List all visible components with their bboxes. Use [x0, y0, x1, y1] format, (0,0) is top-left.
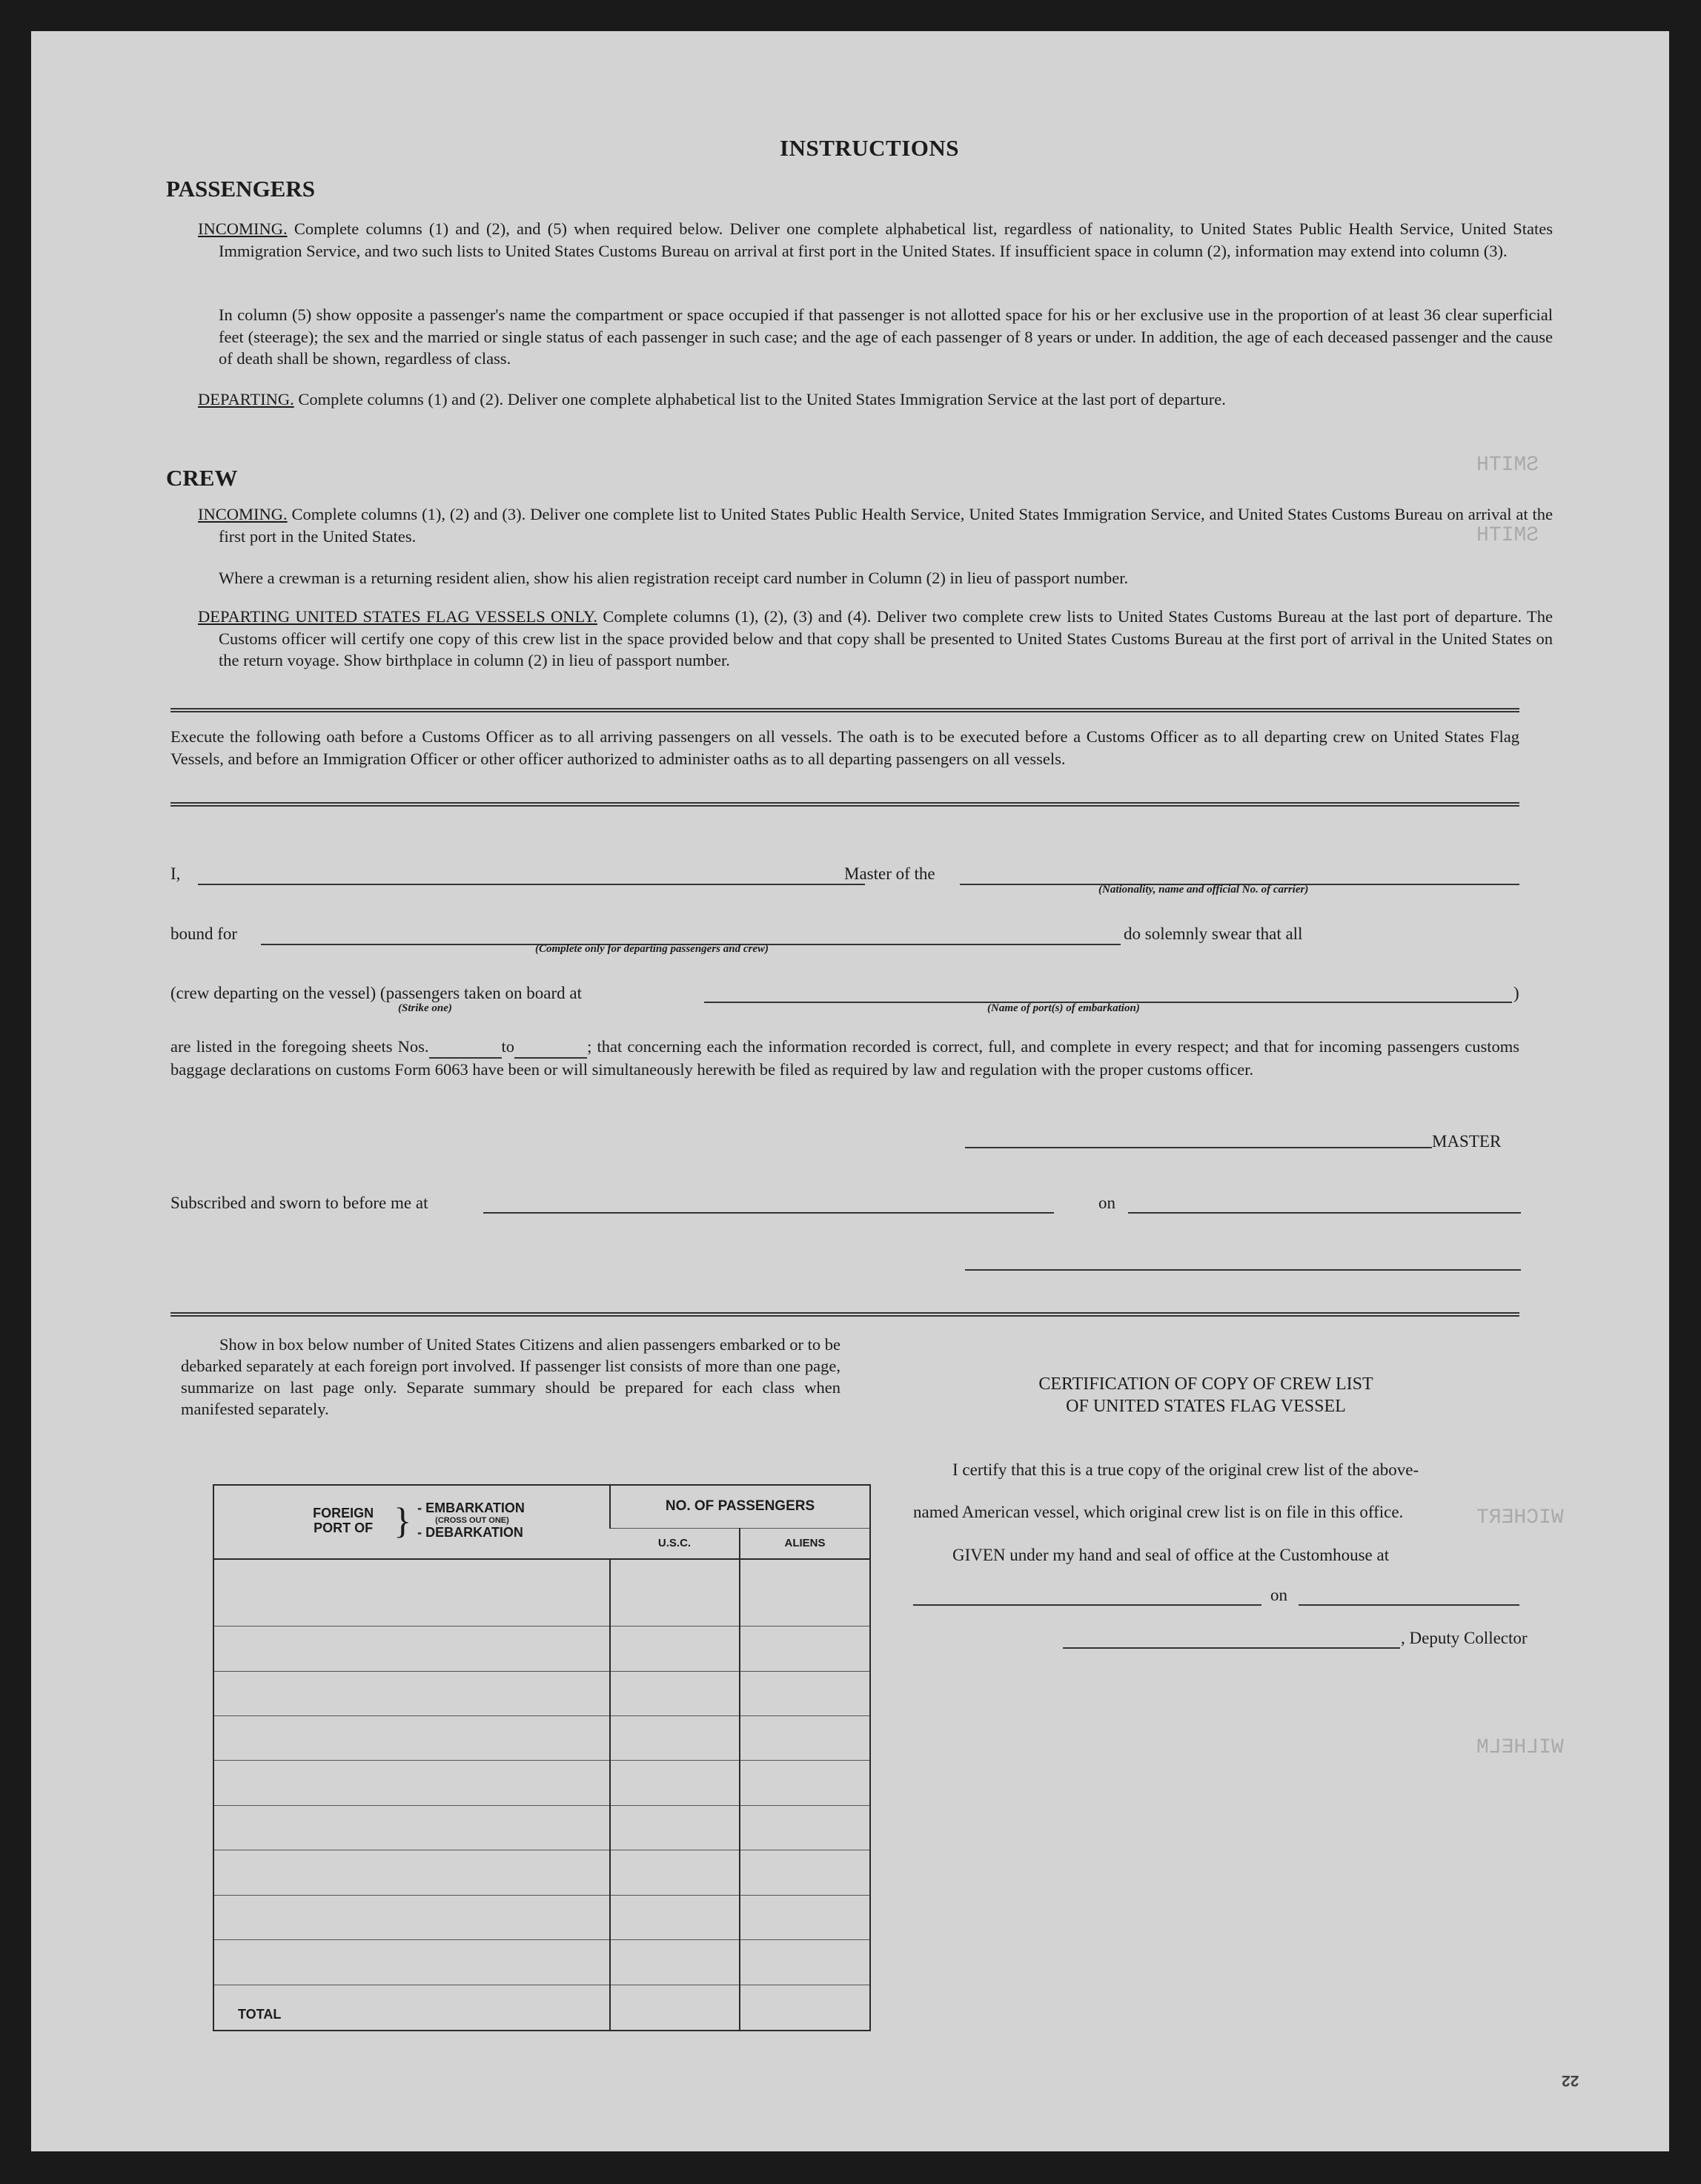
foreign-port-header	[213, 1485, 610, 1559]
close-paren: )	[1513, 984, 1519, 1002]
table-row	[213, 1850, 870, 1895]
given-line: GIVEN under my hand and seal of office at the Customhouse at	[952, 1546, 1390, 1564]
bleed-through-mark: WICHERT	[1476, 1506, 1564, 1529]
certification-title-line-1: CERTIFICATION OF COPY OF CREW LIST	[1038, 1374, 1373, 1394]
aliens-cell[interactable]	[740, 1895, 870, 1939]
brace: }	[394, 1500, 412, 1541]
certify-line-1: I certify that this is a true copy of the original crew list of the above-	[952, 1460, 1419, 1479]
sheet-to-field[interactable]	[514, 1036, 587, 1059]
certification-on-label: on	[1270, 1586, 1287, 1604]
section-divider	[170, 1312, 1519, 1317]
page-number: 22	[1562, 2072, 1579, 2089]
listed-paragraph	[170, 1036, 1519, 1080]
sworn-date-field[interactable]	[1128, 1212, 1521, 1214]
usc-cell[interactable]	[610, 1939, 740, 1985]
certify-line-2: named American vessel, which original crew list is on file in this office.	[913, 1503, 1404, 1521]
port-cell[interactable]	[213, 1805, 610, 1850]
foreign-port-label: FOREIGN PORT OF	[313, 1506, 374, 1535]
master-label: MASTER	[1432, 1132, 1502, 1151]
complete-only-caption: (Complete only for departing passengers and crew)	[535, 943, 769, 955]
subscribed-label: Subscribed and sworn to before me at	[170, 1194, 428, 1212]
port-cell[interactable]	[213, 1627, 610, 1671]
oath-intro-paragraph: Execute the following oath before a Customs Officer as to all arriving passengers on all vessels. The oath is to be executed before a Customs Officer as to all departing crew on United States Flag Vessels, and before an Immigration Officer or other officer authorized to administer oaths as to all departing passengers on all vessels.	[170, 727, 1519, 768]
officer-signature-field[interactable]	[965, 1269, 1521, 1271]
passengers-incoming-label: INCOMING.	[198, 219, 288, 238]
crew-incoming-text: Complete columns (1), (2) and (3). Deliver one complete list to United States Public Health Service, United States Immigration Service, and United States Customs Bureau on arrival at the first port in the United States.	[219, 505, 1553, 546]
usc-cell[interactable]	[610, 1627, 740, 1671]
port-cell[interactable]	[213, 1850, 610, 1895]
usc-cell[interactable]	[610, 1715, 740, 1760]
crew-departing-label: DEPARTING UNITED STATES FLAG VESSELS ONLY.	[198, 607, 598, 626]
port-cell[interactable]	[213, 1559, 610, 1627]
aliens-cell[interactable]	[740, 1627, 870, 1671]
customhouse-field[interactable]	[913, 1604, 1261, 1606]
certification-title-line-2: OF UNITED STATES FLAG VESSEL	[1066, 1397, 1346, 1416]
document-page	[31, 31, 1669, 2151]
sworn-on-label: on	[1098, 1194, 1115, 1212]
crew-incoming-label: INCOMING.	[198, 505, 288, 523]
usc-cell[interactable]	[610, 1805, 740, 1850]
usc-cell[interactable]	[610, 1850, 740, 1895]
aliens-cell[interactable]	[740, 1559, 870, 1627]
passenger-summary-table	[213, 1484, 871, 2031]
port-cell[interactable]	[213, 1715, 610, 1760]
aliens-cell[interactable]	[740, 1850, 870, 1895]
crew-heading: CREW	[166, 465, 238, 491]
port-cell[interactable]	[213, 1761, 610, 1805]
total-label: TOTAL	[238, 2007, 282, 2022]
deputy-collector-label: , Deputy Collector	[1401, 1629, 1528, 1647]
table-row	[213, 1559, 870, 1627]
certification-title	[906, 1373, 1506, 1417]
no-of-passengers-header: NO. OF PASSENGERS	[610, 1485, 870, 1528]
listed-to: to	[501, 1037, 515, 1056]
bound-for-label: bound for	[170, 924, 238, 943]
total-aliens-cell[interactable]	[740, 1985, 870, 2031]
strike-one-caption: (Strike one)	[398, 1002, 452, 1014]
passengers-departing-paragraph	[198, 388, 1553, 411]
bleed-through-mark: SMITH	[1476, 524, 1539, 547]
aliens-cell[interactable]	[740, 1805, 870, 1850]
aliens-header: ALIENS	[740, 1528, 870, 1559]
bleed-through-mark: WILHELM	[1476, 1736, 1564, 1759]
usc-cell[interactable]	[610, 1671, 740, 1715]
embarkation-label: - EMBARKATION	[417, 1500, 525, 1515]
table-row	[213, 1939, 870, 1985]
port-cell[interactable]	[213, 1895, 610, 1939]
listed-text-1: are listed in the foregoing sheets Nos.	[170, 1037, 429, 1056]
usc-header: U.S.C.	[610, 1528, 740, 1559]
passengers-column5-paragraph: In column (5) show opposite a passenger's name the compartment or space occupied if that passenger is not allotted space for his or her exclusive use in the proportion of at least 36 clear superficial feet (steerage); the sex and the married or single status of each passenger in such case; and the age of each passenger of 8 years or under. In addition, the age of each deceased passenger and the cause of death shall be shown, regardless of class.	[219, 305, 1553, 368]
sheet-from-field[interactable]	[429, 1036, 502, 1059]
aliens-cell[interactable]	[740, 1761, 870, 1805]
sworn-place-field[interactable]	[483, 1212, 1054, 1214]
crew-alien-paragraph: Where a crewman is a returning resident alien, show his alien registration receipt card number in Column (2) in lieu of passport number.	[219, 569, 1129, 587]
do-solemnly-label: do solemnly swear that all	[1124, 924, 1303, 943]
passengers-incoming-text: Complete columns (1) and (2), and (5) when required below. Deliver one complete alphabetical list, regardless of nationality, to United States Public Health Service, United States Immigration Service, and two such lists to United States Customs Bureau on arrival at first port in the United States. If insufficient space in column (2), information may extend into column (3).	[219, 219, 1553, 260]
master-of-the-label: Master of the	[844, 864, 935, 883]
usc-cell[interactable]	[610, 1559, 740, 1627]
listed-text-2: ; that concerning each the information recorded is correct, full, and complete in every respect; and that for incoming passengers customs baggage declarations on customs Form 6063 have been or will simultaneously herewith be filed as required by law and regulation with the proper customs officer.	[170, 1037, 1519, 1079]
total-usc-cell[interactable]	[610, 1985, 740, 2031]
oath-i-label: I,	[170, 864, 181, 883]
total-row	[213, 1985, 870, 2031]
aliens-cell[interactable]	[740, 1715, 870, 1760]
aliens-cell[interactable]	[740, 1939, 870, 1985]
usc-cell[interactable]	[610, 1895, 740, 1939]
passengers-departing-text: Complete columns (1) and (2). Deliver one complete alphabetical list to the United States Immigration Service at the last port of departure.	[294, 390, 1226, 408]
debarkation-label: - DEBARKATION	[417, 1525, 523, 1540]
table-row	[213, 1715, 870, 1760]
port-cell[interactable]	[213, 1939, 610, 1985]
crew-departing-paragraph	[198, 606, 1553, 672]
page-title: INSTRUCTIONS	[780, 135, 960, 161]
table-row	[213, 1671, 870, 1715]
deputy-collector-signature-field[interactable]	[1063, 1647, 1400, 1649]
usc-cell[interactable]	[610, 1761, 740, 1805]
section-divider	[170, 802, 1519, 807]
port-cell[interactable]	[213, 1671, 610, 1715]
passengers-departing-label: DEPARTING.	[198, 390, 294, 408]
table-row	[213, 1895, 870, 1939]
passengers-incoming-paragraph	[198, 218, 1553, 262]
crew-departing-text: Complete columns (1), (2), (3) and (4). Deliver two complete crew lists to United States Customs Bureau at the last port of departure. The Customs officer will certify one copy of this crew list in the space provided below and that copy shall be presented to United States Customs Bureau at the first port of arrival in the United States on the return voyage. Show birthplace in column (2) in lieu of passport number.	[219, 607, 1553, 669]
table-row	[213, 1761, 870, 1805]
passengers-heading: PASSENGERS	[166, 176, 315, 202]
aliens-cell[interactable]	[740, 1671, 870, 1715]
master-signature-field[interactable]	[965, 1147, 1432, 1148]
table-row	[213, 1627, 870, 1671]
crew-incoming-paragraph	[198, 503, 1553, 547]
crew-departing-label: (crew departing on the vessel) (passengers taken on board at	[170, 984, 582, 1002]
bleed-through-mark: SMITH	[1476, 454, 1539, 477]
cross-out-label: (CROSS OUT ONE)	[435, 1516, 509, 1525]
nationality-caption: (Nationality, name and official No. of carrier)	[1098, 884, 1309, 896]
summary-instructions: Show in box below number of United States Citizens and alien passengers embarked or to be debarked separately at each foreign port involved. If passenger list consists of more than one page, summarize on last page only. Separate summary should be prepared for each class when manifested separately.	[181, 1335, 840, 1418]
ports-caption: (Name of port(s) of embarkation)	[987, 1002, 1140, 1014]
master-name-field[interactable]	[198, 884, 865, 885]
section-divider	[170, 708, 1519, 712]
certification-date-field[interactable]	[1299, 1604, 1519, 1606]
table-row	[213, 1805, 870, 1850]
